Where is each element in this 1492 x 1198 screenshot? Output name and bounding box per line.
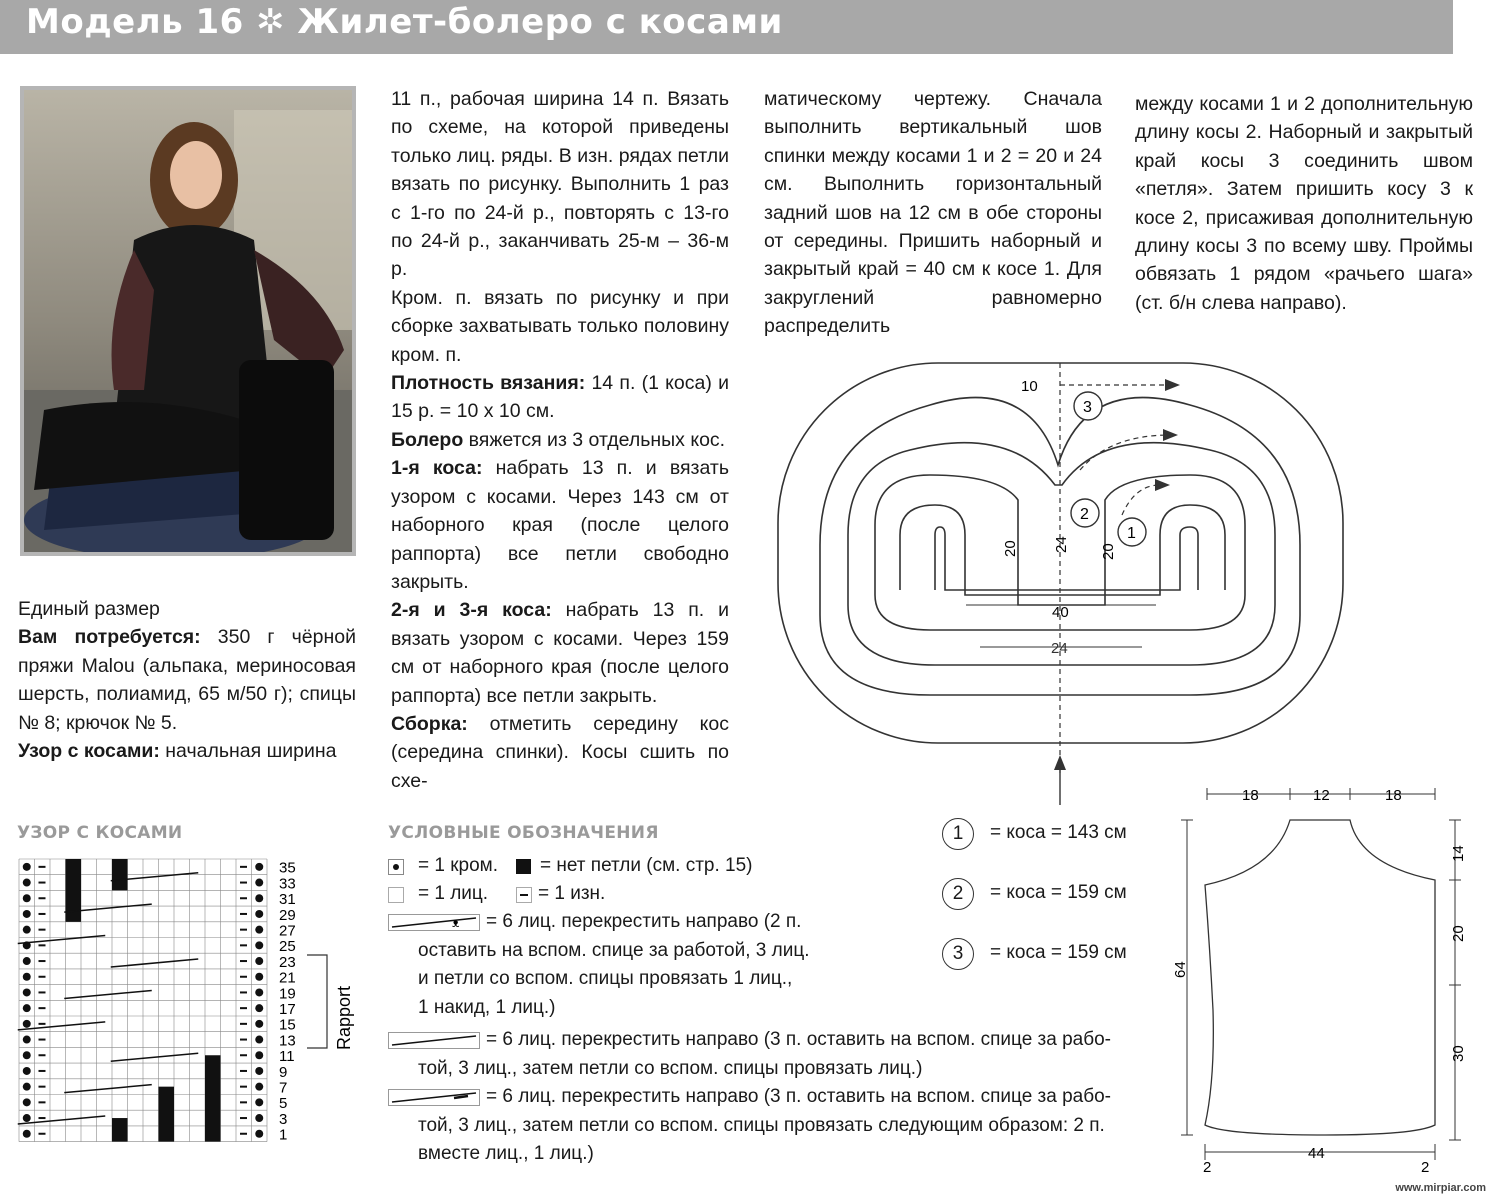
assembly-diagram: [770, 355, 1350, 805]
purl-stitch-right: [240, 1117, 247, 1119]
legend-knit: = 1 лиц.: [418, 883, 489, 904]
purl-stitch-left: [39, 1023, 46, 1025]
edge-stitch-left: [23, 926, 31, 934]
purl-stitch-left: [39, 882, 46, 884]
purl-stitch-right: [240, 882, 247, 884]
chart-title: УЗОР С КОСАМИ: [17, 823, 183, 843]
size-text: Единый размер: [18, 598, 160, 620]
purl-stitch-left: [39, 913, 46, 915]
no-stitch-block: [112, 1118, 128, 1142]
edge-stitch-right: [255, 910, 263, 918]
marker-3: 3: [1083, 399, 1092, 416]
model-photo: [20, 86, 356, 556]
row-number: 23: [279, 953, 296, 971]
cable-cross: [18, 1022, 106, 1030]
purl-stitch-right: [240, 929, 247, 931]
col3-text: матическому чертежу. Сначала выполнить вертикальный шов спинки между косами 1 и 2 = 20 и 24 см. Выполнить горизонтальный задний шов на 12 см в обе стороны от середины. Пришить наборный и закрытый край = 40 см к косе 1. Для закруглений равномерно распределить: [764, 88, 1102, 338]
edge-stitch-right: [255, 988, 263, 996]
pattern-label: Узор с косами:: [18, 740, 160, 763]
braid-length-text-1: = коса = 143 см: [990, 822, 1127, 843]
braid1-paragraph: [391, 454, 729, 596]
edge-stitch-left: [23, 1067, 31, 1075]
purl-stitch-left: [39, 1039, 46, 1041]
edge-stitch-left: [23, 957, 31, 965]
braid-lengths: [942, 818, 1162, 998]
assembly-label: Сборка:: [391, 712, 468, 735]
cable-cross: [64, 990, 152, 998]
purl-stitch-right: [240, 1101, 247, 1103]
instructions-column-2: [391, 85, 729, 795]
dim-left-64: 64: [1172, 961, 1189, 978]
edge-stitch-left: [23, 894, 31, 902]
edge-stitch-left: [23, 988, 31, 996]
purl-stitch-left: [39, 1007, 46, 1009]
cable-chart: [15, 855, 360, 1150]
purl-stitch-left: [39, 1117, 46, 1119]
row-number: 1: [279, 1126, 288, 1144]
bolero-paragraph: [391, 426, 729, 454]
edge-stitch-right: [255, 863, 263, 871]
col4-text: между косами 1 и 2 дополнительную длину косы 2. Наборный и закрытый край косы 3 соединить швом «петля». Затем пришить косу 3 к косе 2, присаживая дополнительную длину косы 3 по всему шву. Проймы обвязать 1 рядом «рачьего шага» (ст. б/н слева направо).: [1135, 93, 1473, 314]
purl-stitch-right: [240, 897, 247, 899]
row-number: 13: [279, 1032, 296, 1050]
edge-stitch-left: [23, 1036, 31, 1044]
purl-stitch-right: [240, 913, 247, 915]
braid-length-1: [942, 818, 1162, 878]
legend-cable2-line2: той, 3 лиц., затем петли со вспом. спицы провязать лиц.): [418, 1057, 923, 1079]
braid-number-1: 1: [942, 818, 974, 850]
cable-symbol-dec: [388, 1089, 480, 1107]
edge-stitch-left: [23, 910, 31, 918]
braid-length-3: [942, 938, 1162, 998]
purl-stitch-right: [240, 991, 247, 993]
dim-top-18-left: 18: [1242, 787, 1259, 804]
purl-stitch-right: [240, 866, 247, 868]
purl-stitch-left: [39, 929, 46, 931]
dim-top-18-right: 18: [1385, 787, 1402, 804]
edge-stitch-right: [255, 1020, 263, 1028]
row-number: 19: [279, 985, 296, 1003]
edge-stitch-left: [23, 1051, 31, 1059]
edge-stitch-right: [255, 926, 263, 934]
braid1-label: 1-я коса:: [391, 457, 483, 480]
bolero-text: вяжется из 3 отдельных кос.: [463, 428, 726, 451]
purl-stitch-left: [39, 1070, 46, 1072]
watermark: www.mirpiar.com: [1395, 1182, 1486, 1194]
braid23-paragraph: [391, 596, 729, 710]
row-number: 25: [279, 938, 296, 956]
purl-stitch-left: [39, 1054, 46, 1056]
bolero-label: Болеро: [391, 428, 464, 451]
row-number: 9: [279, 1063, 288, 1081]
marker-2: 2: [1080, 506, 1089, 523]
dim-20-left: 20: [1002, 540, 1019, 557]
edge-stitch-right: [255, 941, 263, 949]
cable-symbol-plain: [388, 1032, 480, 1050]
purl-stitch-right: [240, 1054, 247, 1056]
row-number: 11: [279, 1048, 295, 1066]
edge-stitch-right: [255, 1114, 263, 1122]
dim-20-right: 20: [1100, 543, 1117, 560]
col2-p1: 11 п., рабочая ширина 14 п. Вязать по схеме, на которой приведены только лиц. ряды. В изн. рядах петли вязать по рисунку. Выполнить 1 раз с 1-го по 24-й р., повторять с 13-го по 24-й р., заканчивать 25-м – 36-м р.: [391, 88, 729, 281]
density-text: 14 п. (1 коса) и 15 р. = 10 х 10 см.: [391, 372, 730, 423]
materials-text: 350 г чёрной пряжи Malou (альпака, мериносовая шерсть, полиамид, 65 м/50 г); спицы № 8; крючок № 5.: [18, 626, 356, 734]
braid-length-text-2: = коса = 159 см: [990, 882, 1127, 903]
legend-purl: = 1 изн.: [538, 883, 606, 904]
pattern-schematic: [1165, 780, 1475, 1180]
row-number: 27: [279, 922, 296, 940]
arrow-2: [1163, 429, 1178, 441]
edge-stitch-left: [23, 1130, 31, 1138]
purl-stitch-left: [39, 1086, 46, 1088]
edge-stitch-right: [255, 1036, 263, 1044]
row-number: 29: [279, 906, 296, 924]
purl-stitch-right: [240, 1039, 247, 1041]
legend-no-stitch: = нет петли (см. стр. 15): [540, 855, 753, 876]
purl-stitch-right: [240, 1070, 247, 1072]
purl-stitch-left: [39, 1101, 46, 1103]
materials-label: Вам потребуется:: [18, 626, 201, 649]
purl-symbol: [516, 887, 532, 903]
no-stitch-block: [205, 1055, 221, 1141]
row-number: 35: [279, 859, 296, 877]
braid23-label: 2-я и 3-я коса:: [391, 599, 552, 622]
purl-stitch-right: [240, 1086, 247, 1088]
edge-stitch-right: [255, 879, 263, 887]
materials-block: [18, 595, 356, 765]
edge-stitch-left: [23, 863, 31, 871]
edge-stitch-right: [255, 1004, 263, 1012]
row-number: 33: [279, 875, 296, 893]
arrow-1: [1155, 479, 1170, 491]
edge-stitch-left: [23, 1004, 31, 1012]
row-number: 31: [279, 891, 296, 909]
edge-stitch-left: [23, 1020, 31, 1028]
cable-cross: [111, 959, 199, 967]
dim-bottom-44: 44: [1308, 1145, 1325, 1162]
purl-stitch-left: [39, 944, 46, 946]
purl-stitch-left: [39, 1133, 46, 1135]
braid23-text: набрать 13 п. и вязать узором с косами. Через 159 см от наборного края (после целого раппорта) все петли закрыть.: [391, 599, 729, 707]
legend-cable3-line2: той, 3 лиц., затем петли со вспом. спицы провязать следующим образом: 2 п.: [418, 1114, 1105, 1136]
dim-24: 24: [1053, 536, 1070, 553]
purl-stitch-left: [39, 976, 46, 978]
legend-edge: = 1 кром.: [418, 855, 499, 876]
edge-stitch-right: [255, 957, 263, 965]
rapport-bracket: [307, 955, 327, 1048]
edge-stitch-right: [255, 1098, 263, 1106]
edge-stitch-right: [255, 1083, 263, 1091]
row-number: 3: [279, 1110, 288, 1128]
legend-cable3-line1: = 6 лиц. перекрестить направо (3 п. оставить на вспом. спице за рабо-: [486, 1086, 1112, 1107]
density-paragraph: [391, 369, 729, 426]
edge-stitch-right: [255, 973, 263, 981]
edge-stitch-left: [23, 1098, 31, 1106]
braid-number-2: 2: [942, 878, 974, 910]
pattern-paragraph: [18, 737, 356, 765]
knit-symbol: [388, 887, 404, 903]
cable-cross: [18, 1116, 106, 1124]
cable-cross: [111, 1053, 199, 1061]
edge-stitch-right: [255, 1051, 263, 1059]
materials-paragraph: [18, 623, 356, 737]
purl-stitch-right: [240, 944, 247, 946]
dim-right-30: 30: [1450, 1045, 1467, 1062]
dim-right-14: 14: [1450, 845, 1467, 862]
marker-1: 1: [1127, 525, 1136, 542]
edge-stitch-left: [23, 973, 31, 981]
arrow-3: [1165, 379, 1180, 391]
assembly-text: отметить середину кос (середина спинки). Косы сшить по схе-: [391, 712, 729, 792]
purl-stitch-right: [240, 1023, 247, 1025]
edge-stitch-right: [255, 1067, 263, 1075]
row-number: 21: [279, 969, 296, 987]
braid-length-text-3: = коса = 159 см: [990, 942, 1127, 963]
no-stitch-block: [112, 859, 128, 890]
instructions-column-4: [1135, 90, 1473, 317]
svg-text:ᴥ: ᴥ: [452, 916, 460, 930]
purl-stitch-left: [39, 897, 46, 899]
col2-p2: Кром. п. вязать по рисунку и при сборке захватывать только половину кром. п.: [391, 286, 729, 366]
purl-stitch-left: [39, 991, 46, 993]
no-stitch-symbol: [516, 859, 531, 874]
purl-stitch-left: [39, 866, 46, 868]
dim-24-horizontal: 24: [1051, 640, 1068, 657]
photo-illustration: [24, 90, 352, 552]
purl-stitch-right: [240, 976, 247, 978]
cable-cross: [64, 1085, 152, 1093]
edge-stitch-right: [255, 894, 263, 902]
dim-top-12: 12: [1313, 787, 1330, 804]
braid-number-3: 3: [942, 938, 974, 970]
row-number: 5: [279, 1095, 288, 1113]
purl-stitch-left: [39, 960, 46, 962]
dim-bottom-2-left: 2: [1203, 1159, 1212, 1176]
edge-stitch-right: [255, 1130, 263, 1138]
purl-stitch-right: [240, 1133, 247, 1135]
page-title: Модель 16 ✲ Жилет-болеро с косами: [26, 2, 783, 42]
garment-outline: [1205, 820, 1435, 1135]
braid1-text: набрать 13 п. и вязать узором с косами. Через 143 см от наборного края (после целого раппорта) все петли свободно закрыть.: [391, 457, 729, 593]
pattern-text: начальная ширина: [159, 740, 337, 763]
rapport-label: Rapport: [334, 985, 354, 1050]
instructions-column-3: [764, 85, 1102, 341]
edge-stitch-left: [23, 1114, 31, 1122]
purl-stitch-right: [240, 1007, 247, 1009]
edge-stitch-left: [23, 879, 31, 887]
header-bar: [0, 0, 1453, 54]
dim-40: 40: [1052, 604, 1069, 621]
legend-cable3-line3: вместе лиц., 1 лиц.): [418, 1143, 594, 1164]
dim-right-20: 20: [1450, 925, 1467, 942]
row-number: 7: [279, 1079, 288, 1097]
assembly-paragraph: [391, 710, 729, 795]
braid-length-2: [942, 878, 1162, 938]
dim-bottom-2-right: 2: [1421, 1159, 1430, 1176]
cable-cross: [18, 936, 106, 944]
purl-stitch-right: [240, 960, 247, 962]
legend-title: УСЛОВНЫЕ ОБОЗНАЧЕНИЯ: [388, 823, 659, 843]
legend-cable1-line1: = 6 лиц. перекрестить направо (2 п.: [486, 911, 802, 932]
edge-stitch-symbol: [388, 859, 404, 875]
cable-symbol-yo: [388, 914, 480, 932]
dim-10: 10: [1021, 378, 1038, 395]
legend-cable1-line4: 1 накид, 1 лиц.): [418, 996, 556, 1018]
no-stitch-block: [159, 1087, 175, 1142]
legend-cable2-line1: = 6 лиц. перекрестить направо (3 п. оставить на вспом. спице за рабо-: [486, 1029, 1112, 1050]
density-label: Плотность вязания:: [391, 372, 586, 395]
row-number: 15: [279, 1016, 296, 1034]
legend-cable1-line3: и петли со вспом. спицы провязать 1 лиц.,: [418, 968, 793, 989]
edge-stitch-left: [23, 1083, 31, 1091]
legend-cable1-line2: оставить на вспом. спице за работой, 3 лиц.: [418, 939, 810, 961]
row-number: 17: [279, 1001, 296, 1018]
